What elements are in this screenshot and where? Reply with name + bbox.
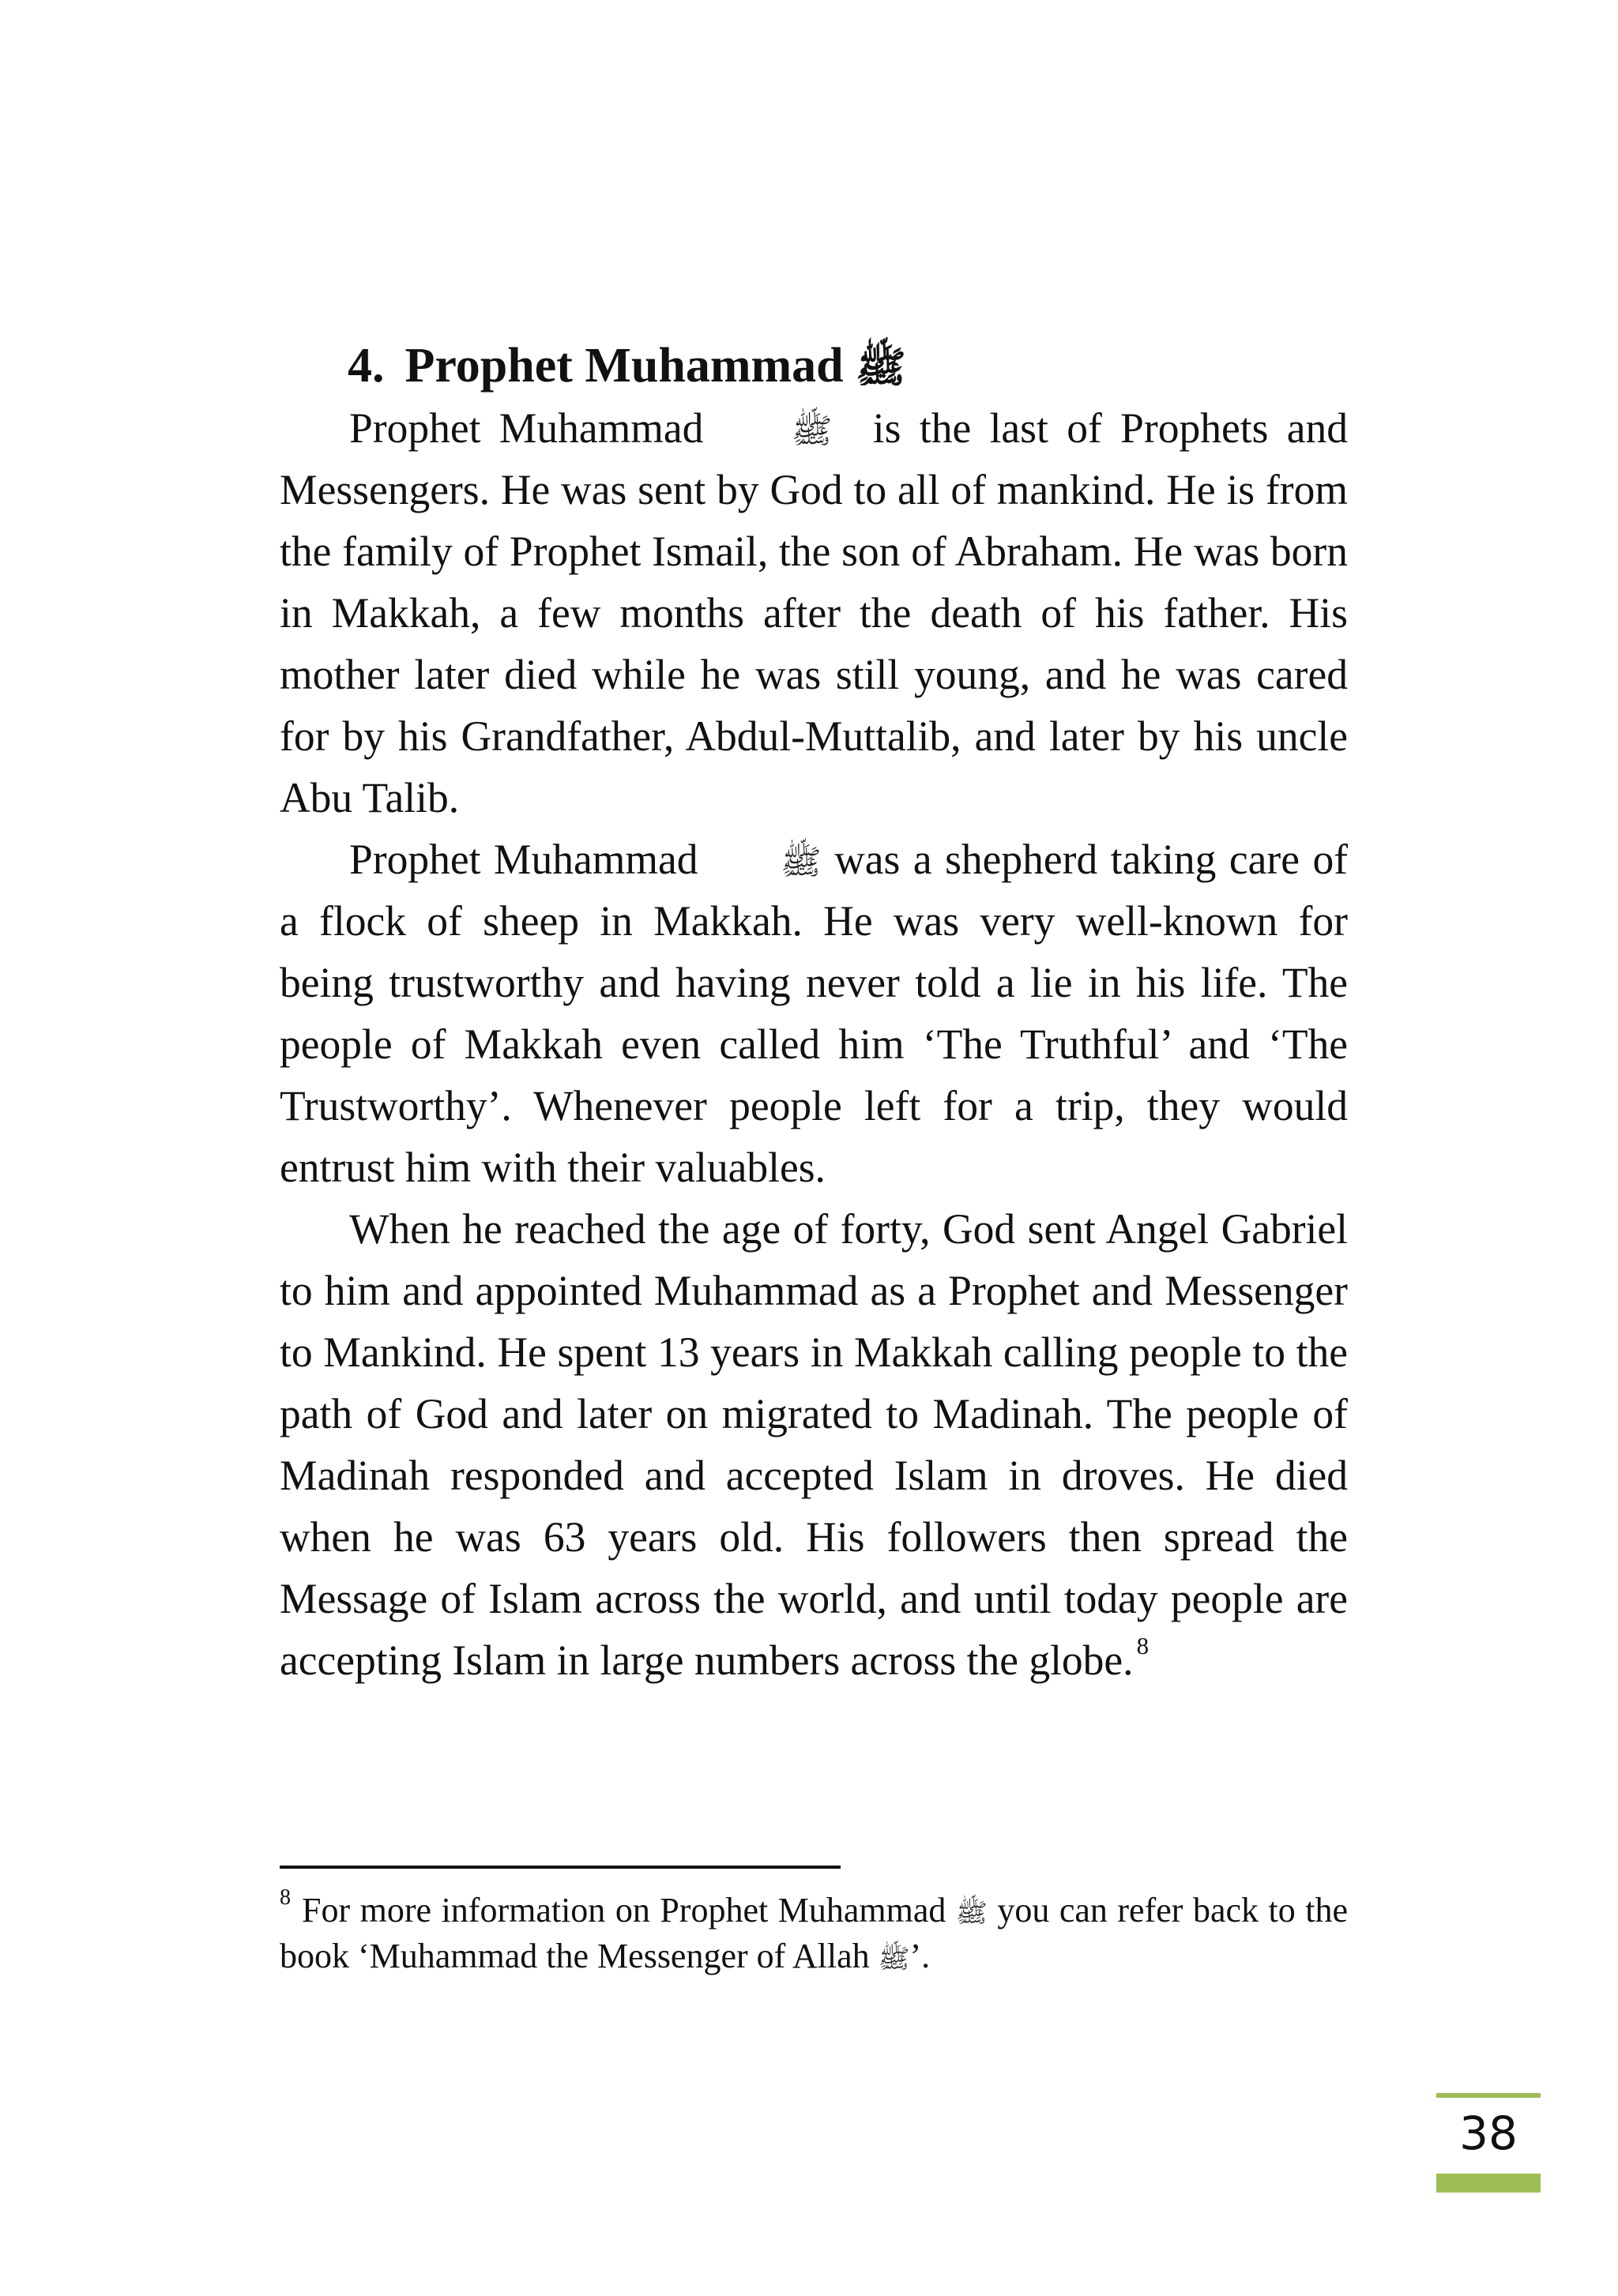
footnote-text: For more information on Prophet Muhammad bbox=[302, 1891, 946, 1930]
footnote-text: you can refer back to the book ‘Muhammad the Messenger of Allah bbox=[280, 1891, 1349, 1975]
footnote bbox=[280, 1885, 1349, 1979]
honorific-symbol: ﷺ bbox=[780, 844, 822, 881]
footnote-marker: 8 bbox=[280, 1885, 291, 1910]
honorific-symbol: ﷺ bbox=[955, 1900, 988, 1928]
body-text bbox=[280, 397, 1348, 1691]
paragraph-text: Prophet Muhammad bbox=[349, 836, 698, 883]
page-number-bottom-bar bbox=[1436, 2174, 1541, 2193]
footnote-text: ’. bbox=[909, 1937, 931, 1975]
paragraph bbox=[280, 829, 1348, 1198]
paragraph bbox=[280, 397, 1348, 829]
section-heading bbox=[348, 330, 906, 401]
paragraph-text: When he reached the age of forty, God sent Angel Gabriel to him and appointed Muhammad as a Prophet and Messenger to Mankind. He spent 13 years in Makkah calling people to the path of God and later on migrated to Madinah. The people of Madinah responded and accepted Islam in droves. He died when he was 63 years old. His followers then spread the Message of Islam across the world, and until today people are accepting Islam in large numbers across the globe. bbox=[280, 1205, 1348, 1684]
section-title: Prophet Muhammad bbox=[404, 339, 844, 393]
paragraph bbox=[280, 1198, 1348, 1691]
honorific-symbol: ﷺ bbox=[856, 345, 906, 391]
footnote-reference[interactable]: 8 bbox=[1136, 1632, 1150, 1659]
section-number: 4. bbox=[348, 339, 385, 393]
page-number-top-bar bbox=[1436, 2093, 1541, 2098]
footnote-divider bbox=[280, 1866, 841, 1869]
page-number: 38 bbox=[1459, 2106, 1518, 2160]
paragraph-text: Prophet Muhammad bbox=[349, 404, 704, 452]
paragraph-text: is the last of Prophets and Messengers. He was sent by God to all of mankind. He is from the family of Prophet Ismail, the son of Abraham. He was born in Makkah, a few months after the death of his father. His mother later died while he was still young, and he was cared for by his Grandfather, Abdul-Muttalib, and later by his uncle Abu Talib. bbox=[280, 404, 1349, 821]
paragraph-text: was a shepherd taking care of a flock of sheep in Makkah. He was very well-known for being trustworthy and having never told a lie in his life. The people of Makkah even called him ‘The Truthful’ and ‘The Trustworthy’. Whenever people left for a trip, they would entrust him with their valuables. bbox=[280, 836, 1349, 1191]
honorific-symbol: ﷺ bbox=[791, 413, 833, 450]
honorific-symbol: ﷺ bbox=[878, 1945, 910, 1974]
